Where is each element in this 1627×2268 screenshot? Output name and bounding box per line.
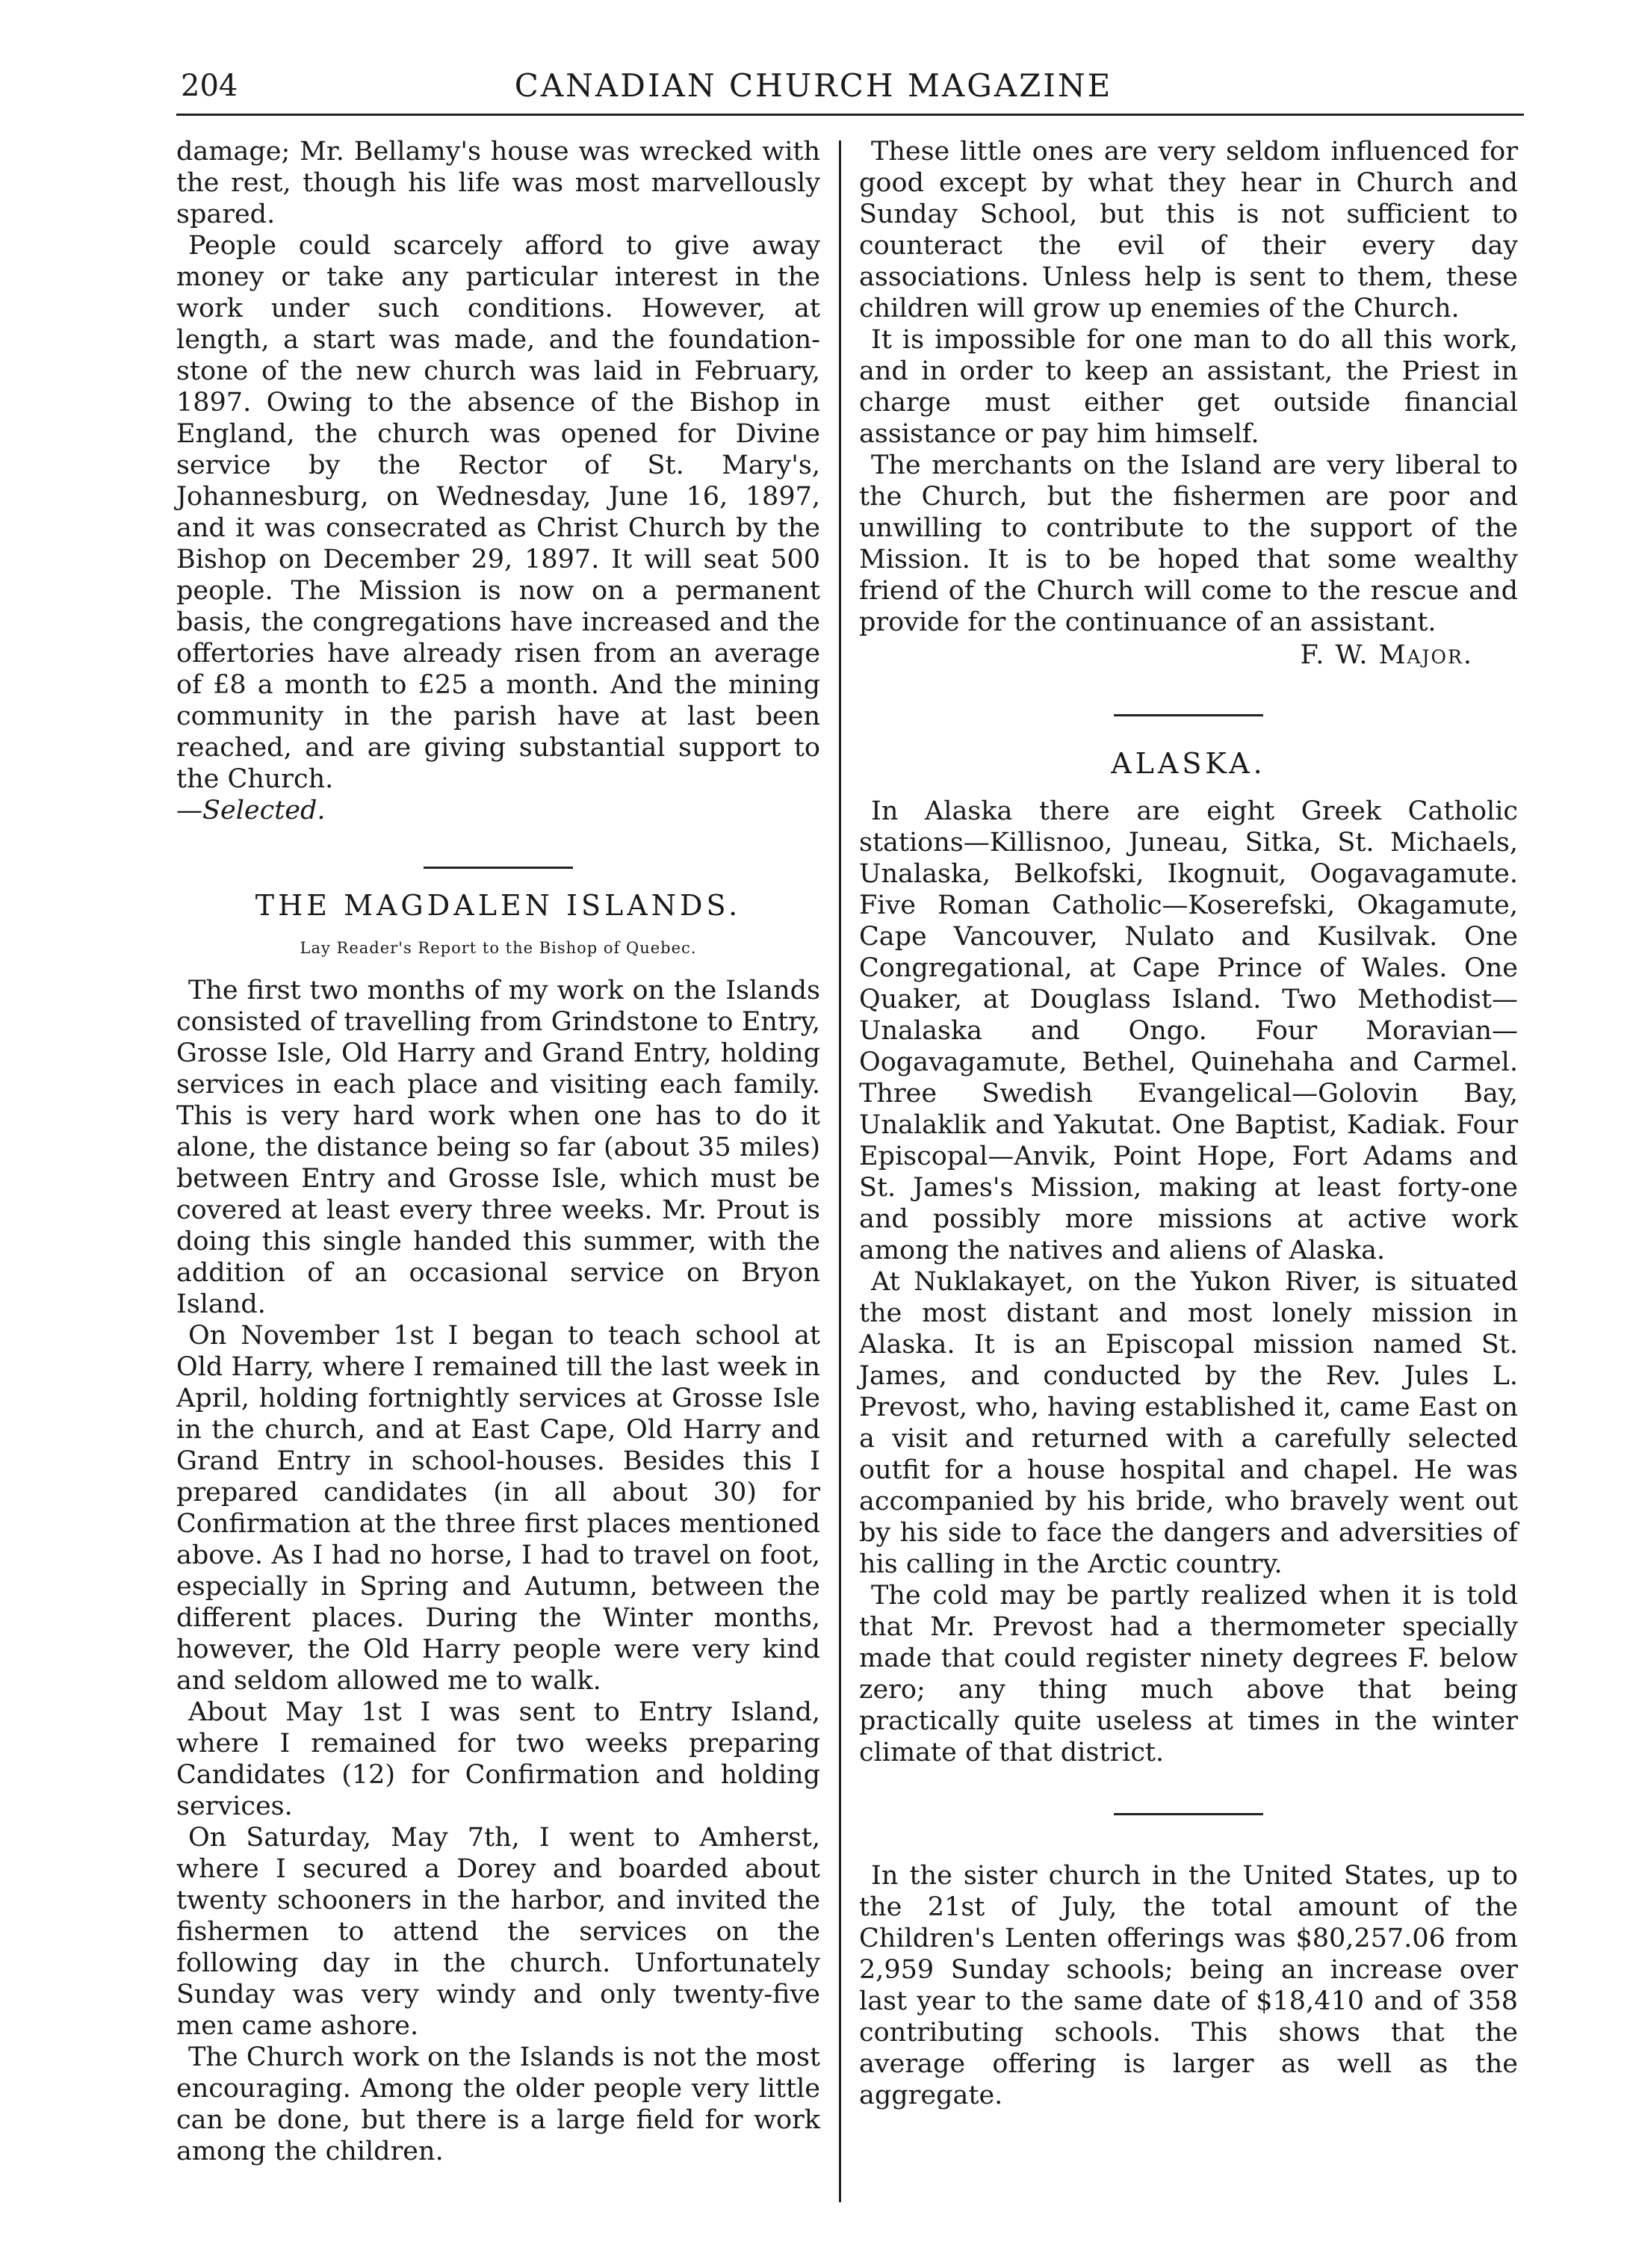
right-column (859, 136, 1518, 2111)
source-credit: —Selected. (176, 796, 326, 825)
news-note-paragraph: In the sister church in the United States, up to the 21st of July, the total amount of the Children's Lenten offerings was $80,257.06 from 2,959 Sunday schools; being an increase over last year to the same date of $18,410 and of 358 contributing schools. This shows that the average offering is larger as well as the aggregate. (859, 1861, 1518, 2110)
article-paragraph: The cold may be partly realized when it is told that Mr. Prevost had a thermometer specially made that could register ninety degrees F. below zero; any thing much above that being practically quite useless at times in the winter climate of that district. (859, 1581, 1518, 1767)
article-paragraph: About May 1st I was sent to Entry Island, where I remained for two weeks preparing Candidates (12) for Confirmation and holding services. (176, 1697, 820, 1821)
article-paragraph: At Nuklakayet, on the Yukon River, is situated the most distant and most lonely mission in Alaska. It is an Episcopal mission named St. James, and conducted by the Rev. Jules L. Prevost, who, having established it, came East on a visit and returned with a carefully selected outfit for a house hospital and chapel. He was accompanied by his bride, who bravely went out by his side to face the dangers and adversities of his calling in the Arctic country. (859, 1267, 1518, 1579)
section-byline: Lay Reader's Report to the Bishop of Quebec. (300, 939, 697, 957)
article-paragraph: The merchants on the Island are very liberal to the Church, but the fishermen are poor and unwilling to contribute to the support of the Mission. It is to be hoped that some wealthy friend of the Church will come to the rescue and provide for the continuance of an assistant. (859, 450, 1518, 637)
left-column (176, 136, 820, 2167)
section-heading-alaska: ALASKA. (1111, 747, 1266, 780)
author-signature: F. W. Major. (1300, 640, 1473, 670)
section-separator (1114, 1813, 1263, 1815)
running-header-title: CANADIAN CHURCH MAGAZINE (514, 67, 1113, 104)
article-paragraph: These little ones are very seldom influenced for good except by what they hear in Church and Sunday School, but this is not sufficient to counteract the evil of their every day associations. Unless help is sent to them, these children will grow up enemies of the Church. (859, 137, 1518, 323)
article-paragraph: On Saturday, May 7th, I went to Amherst, where I secured a Dorey and boarded about twenty schooners in the harbor, and invited the fishermen to attend the services on the following day in the church. Unfortunately Sunday was very windy and only twenty-five men came ashore. (176, 1823, 820, 2041)
article-paragraph: The first two months of my work on the Islands consisted of travelling from Grindstone to Entry, Grosse Isle, Old Harry and Grand Entry, holding services in each place and visiting each family. This is very hard work when one has to do it alone, the distance being so far (about 35 miles) between Entry and Grosse Isle, which must be covered at least every three weeks. Mr. Prout is doing this single handed this summer, with the addition of an occasional service on Bryon Island. (176, 976, 820, 1319)
article-paragraph: It is impossible for one man to do all this work, and in order to keep an assistant, the Priest in charge must either get outside financial assistance or pay him himself. (859, 325, 1518, 449)
article-paragraph: People could scarcely afford to give away money or take any particular interest in the work under such conditions. However, at length, a start was made, and the foundation-stone of the new church was laid in February, 1897. Owing to the absence of the Bishop in England, the church was opened for Divine service by the Rector of St. Mary's, Johannesburg, on Wednesday, June 16, 1897, and it was consecrated as Christ Church by the Bishop on December 29, 1897. It will seat 500 people. The Mission is now on a permanent basis, the congregations have increased and the offertories have already risen from an average of £8 a month to £25 a month. And the mining community in the parish have at last been reached, and are giving substantial support to the Church. (176, 231, 820, 794)
column-divider (839, 140, 841, 2202)
article-paragraph: The Church work on the Islands is not the most encouraging. Among the older people very little can be done, but there is a large field for work among the children. (176, 2042, 820, 2166)
article-paragraph: On November 1st I began to teach school at Old Harry, where I remained till the last week in April, holding fortnightly services at Grosse Isle in the church, and at East Cape, Old Harry and Grand Entry in school-houses. Besides this I prepared candidates (in all about 30) for Confirmation at the three first places mentioned above. As I had no horse, I had to travel on foot, especially in Spring and Autumn, between the different places. During the Winter months, however, the Old Harry people were very kind and seldom allowed me to walk. (176, 1321, 820, 1696)
article-paragraph: In Alaska there are eight Greek Catholic stations—Killisnoo, Juneau, Sitka, St. Michaels, Unalaska, Belkofski, Ikognuit, Oogavagamute. Five Roman Catholic—Koserefski, Okagamute, Cape Vancouver, Nulato and Kusilvak. One Congregational, at Cape Prince of Wales. One Quaker, at Douglass Island. Two Methodist—Unalaska and Ongo. Four Moravian—Oogavagamute, Bethel, Quinehaha and Carmel. Three Swedish Evangelical—Golovin Bay, Unalaklik and Yakutat. One Baptist, Kadiak. Four Episcopal—Anvik, Point Hope, Fort Adams and St. James's Mission, making at least forty-one and possibly more missions at active work among the natives and aliens of Alaska. (859, 796, 1518, 1265)
page-number: 204 (181, 69, 238, 103)
article-continuation-paragraph: damage; Mr. Bellamy's house was wrecked with the rest, though his life was most marvellously spared. (176, 137, 820, 229)
section-separator (1114, 714, 1263, 716)
section-heading-magdalen-islands: THE MAGDALEN ISLANDS. (255, 889, 742, 922)
header-rule (176, 114, 1524, 116)
section-separator (424, 867, 573, 869)
